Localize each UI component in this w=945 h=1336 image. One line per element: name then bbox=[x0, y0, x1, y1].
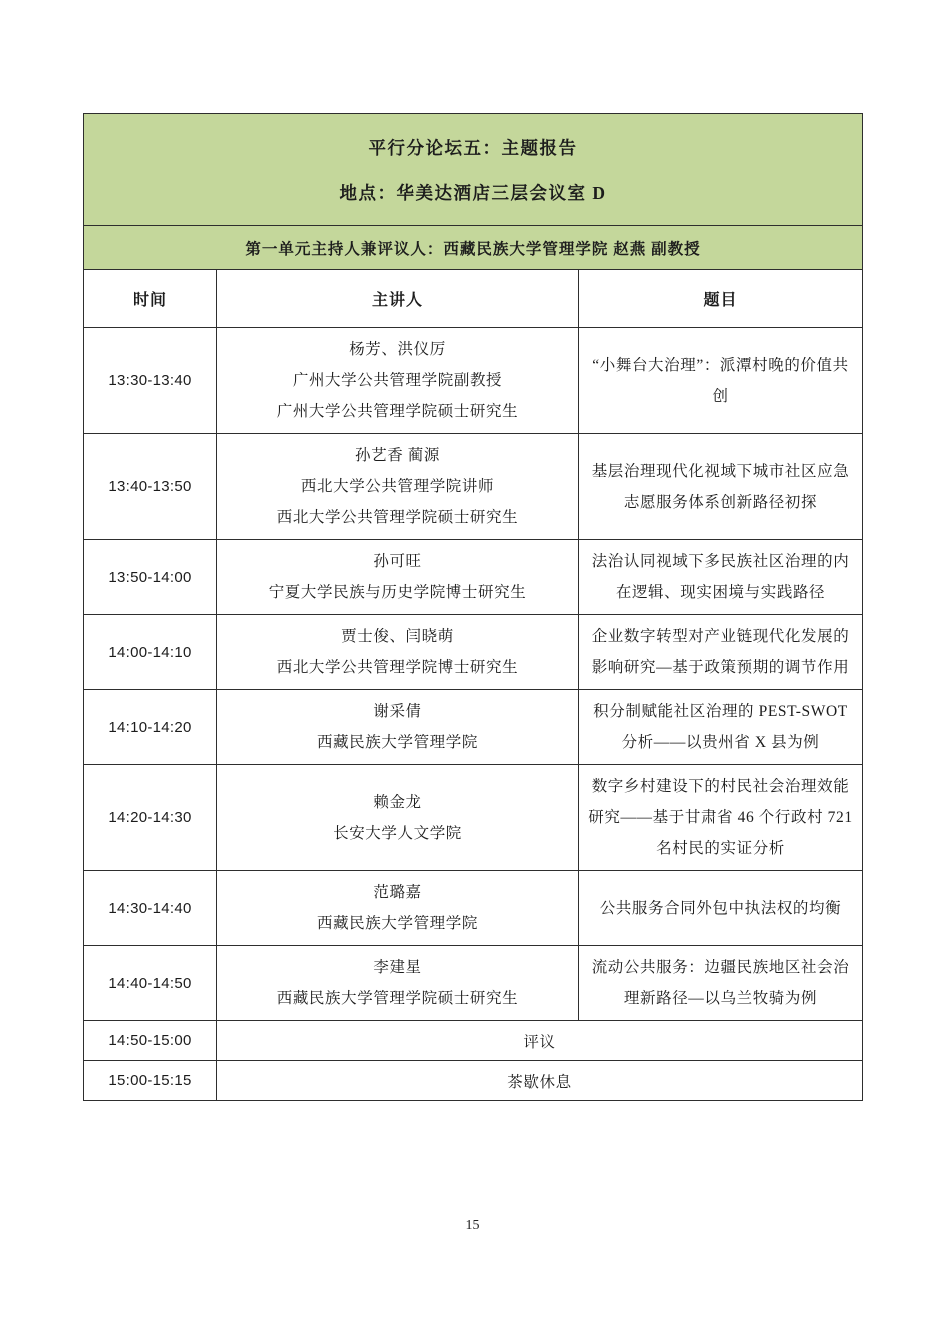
topic-cell: “小舞台大治理”：派潭村晚的价值共创 bbox=[579, 328, 863, 434]
table-row bbox=[84, 765, 863, 871]
speaker-cell bbox=[217, 328, 579, 434]
table-row bbox=[84, 1061, 863, 1101]
time-cell: 14:50-15:00 bbox=[84, 1021, 217, 1061]
session-header: 第一单元主持人兼评议人：西藏民族大学管理学院 赵燕 副教授 bbox=[84, 226, 863, 270]
table-row bbox=[84, 871, 863, 946]
table-row bbox=[84, 1021, 863, 1061]
forum-title-row bbox=[84, 114, 863, 226]
speaker-cell bbox=[217, 434, 579, 540]
table-row bbox=[84, 615, 863, 690]
table-row bbox=[84, 540, 863, 615]
table-row bbox=[84, 946, 863, 1021]
topic-cell: 积分制赋能社区治理的 PEST-SWOT 分析——以贵州省 X 县为例 bbox=[579, 690, 863, 765]
agenda-table bbox=[83, 113, 863, 1101]
speaker-line: 孙艺香 蔺源 bbox=[355, 447, 440, 464]
topic-cell: 基层治理现代化视域下城市社区应急志愿服务体系创新路径初探 bbox=[579, 434, 863, 540]
speaker-line: 宁夏大学民族与历史学院博士研究生 bbox=[268, 584, 527, 601]
speaker-line: 西北大学公共管理学院博士研究生 bbox=[276, 659, 519, 676]
topic-cell: 法治认同视域下多民族社区治理的内在逻辑、现实困境与实践路径 bbox=[579, 540, 863, 615]
speaker-line: 孙可旺 bbox=[373, 553, 422, 570]
speaker-line: 西藏民族大学管理学院 bbox=[316, 734, 478, 751]
speaker-cell bbox=[217, 615, 579, 690]
forum-title: 平行分论坛五：主题报告 bbox=[368, 137, 578, 158]
time-cell: 14:40-14:50 bbox=[84, 946, 217, 1021]
time-cell: 13:40-13:50 bbox=[84, 434, 217, 540]
column-header-row bbox=[84, 270, 863, 328]
speaker-cell bbox=[217, 765, 579, 871]
speaker-line: 赖金龙 bbox=[373, 793, 422, 811]
speaker-line: 西北大学公共管理学院硕士研究生 bbox=[276, 509, 519, 526]
time-cell: 14:10-14:20 bbox=[84, 690, 217, 765]
speaker-line: 西北大学公共管理学院讲师 bbox=[300, 478, 495, 495]
time-cell: 15:00-15:15 bbox=[84, 1061, 217, 1101]
table-row bbox=[84, 690, 863, 765]
speaker-line: 西藏民族大学管理学院硕士研究生 bbox=[276, 990, 519, 1007]
topic-cell: 数字乡村建设下的村民社会治理效能研究——基于甘肃省 46 个行政村 721 名村民的实证分析 bbox=[579, 765, 863, 871]
speaker-cell bbox=[217, 871, 579, 946]
time-cell: 14:30-14:40 bbox=[84, 871, 217, 946]
page-number: 15 bbox=[465, 1218, 480, 1233]
column-header-topic: 题目 bbox=[579, 270, 863, 328]
merged-activity-cell: 评议 bbox=[217, 1021, 863, 1061]
speaker-line: 广州大学公共管理学院副教授 bbox=[292, 372, 503, 389]
topic-cell: 流动公共服务：边疆民族地区社会治理新路径—以乌兰牧骑为例 bbox=[579, 946, 863, 1021]
table-row bbox=[84, 328, 863, 434]
table-row bbox=[84, 434, 863, 540]
speaker-line: 长安大学人文学院 bbox=[333, 824, 462, 842]
topic-cell: 公共服务合同外包中执法权的均衡 bbox=[579, 871, 863, 946]
time-cell: 13:30-13:40 bbox=[84, 328, 217, 434]
merged-activity-cell: 茶歇休息 bbox=[217, 1061, 863, 1101]
speaker-cell bbox=[217, 540, 579, 615]
forum-location: 地点：华美达酒店三层会议室 D bbox=[339, 182, 607, 203]
column-header-time: 时间 bbox=[84, 270, 217, 328]
speaker-cell bbox=[217, 946, 579, 1021]
time-cell: 13:50-14:00 bbox=[84, 540, 217, 615]
speaker-line: 西藏民族大学管理学院 bbox=[316, 915, 478, 932]
time-cell: 14:00-14:10 bbox=[84, 615, 217, 690]
speaker-line: 谢采倩 bbox=[373, 703, 422, 720]
speaker-line: 贾士俊、闫晓萌 bbox=[341, 628, 454, 645]
topic-cell: 企业数字转型对产业链现代化发展的影响研究—基于政策预期的调节作用 bbox=[579, 615, 863, 690]
speaker-line: 范璐嘉 bbox=[373, 884, 422, 901]
speaker-cell bbox=[217, 690, 579, 765]
schedule-body bbox=[84, 114, 863, 1101]
session-header-row bbox=[84, 226, 863, 270]
forum-title-cell bbox=[84, 114, 863, 226]
speaker-line: 杨芳、洪仪厉 bbox=[349, 341, 446, 358]
column-header-speaker: 主讲人 bbox=[217, 270, 579, 328]
time-cell: 14:20-14:30 bbox=[84, 765, 217, 871]
speaker-line: 广州大学公共管理学院硕士研究生 bbox=[276, 403, 519, 420]
speaker-line: 李建星 bbox=[373, 959, 422, 976]
